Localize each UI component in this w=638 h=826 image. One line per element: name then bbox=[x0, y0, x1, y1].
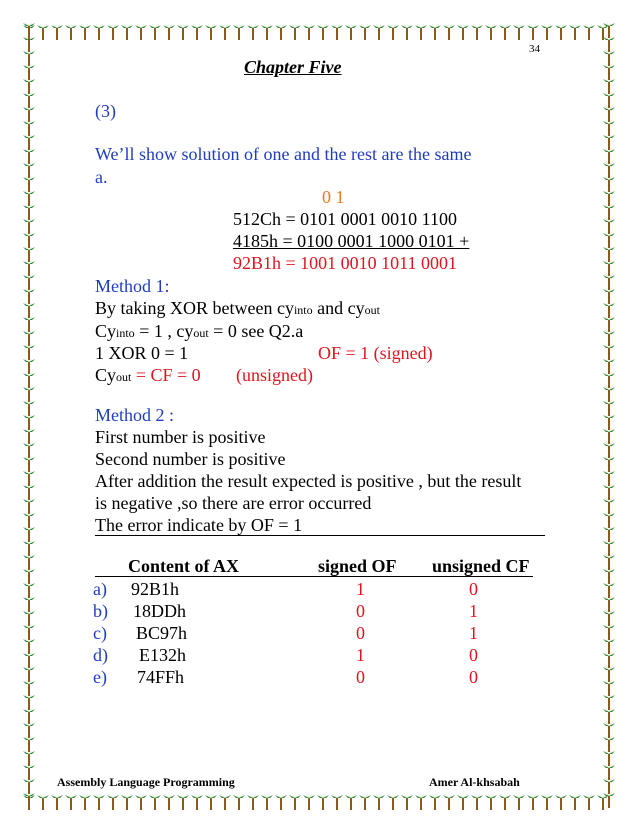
method2-line-4: is negative ,so there are error occurred bbox=[95, 493, 372, 513]
palm-tree-icon bbox=[190, 22, 204, 42]
palm-tree-icon bbox=[274, 792, 288, 812]
palm-tree-icon bbox=[414, 22, 428, 42]
palm-tree-icon bbox=[260, 792, 274, 812]
palm-tree-icon bbox=[568, 792, 582, 812]
palm-tree-icon bbox=[50, 792, 64, 812]
palm-tree-icon bbox=[302, 792, 316, 812]
palm-tree-icon bbox=[78, 22, 92, 42]
palm-tree-icon bbox=[232, 22, 246, 42]
palm-tree-icon bbox=[22, 790, 36, 812]
row-label: d) bbox=[93, 645, 108, 665]
palm-tree-icon bbox=[78, 792, 92, 812]
palm-tree-icon bbox=[302, 22, 316, 42]
palm-tree-icon bbox=[358, 792, 372, 812]
method1-of-signed: OF = 1 (signed) bbox=[318, 343, 433, 363]
palm-tree-icon bbox=[64, 792, 78, 812]
method2-divider bbox=[95, 535, 545, 536]
palm-tree-icon bbox=[386, 22, 400, 42]
method1-line1-pre: By taking XOR between cy bbox=[95, 298, 294, 318]
palm-tree-icon bbox=[218, 792, 232, 812]
row-of: 1 bbox=[356, 579, 365, 599]
palm-tree-icon bbox=[512, 792, 526, 812]
method1-line2-mid: = 1 , cy bbox=[134, 321, 194, 341]
palm-tree-icon bbox=[386, 792, 400, 812]
row-ax: E132h bbox=[139, 645, 186, 665]
palm-tree-icon bbox=[470, 22, 484, 42]
method1-line1-sub-out: out bbox=[364, 303, 380, 317]
table-header-ax: Content of AX bbox=[128, 556, 239, 576]
palm-tree-icon bbox=[190, 792, 204, 812]
page-border-top bbox=[22, 20, 616, 42]
palm-tree-icon bbox=[344, 22, 358, 42]
palm-tree-icon bbox=[400, 792, 414, 812]
row-ax: 92B1h bbox=[131, 579, 180, 599]
palm-tree-icon bbox=[344, 792, 358, 812]
palm-tree-icon bbox=[162, 22, 176, 42]
method2-line-3: After addition the result expected is positive , but the result bbox=[95, 471, 522, 491]
palm-tree-icon bbox=[540, 792, 554, 812]
palm-tree-icon bbox=[372, 792, 386, 812]
row-ax: BC97h bbox=[136, 623, 188, 643]
method1-line1-sub-into: into bbox=[293, 303, 313, 317]
method1-line4-pre: Cy bbox=[95, 365, 117, 385]
row-cf: 1 bbox=[469, 623, 478, 643]
palm-tree-icon bbox=[470, 792, 484, 812]
palm-tree-icon bbox=[288, 792, 302, 812]
row-cf: 0 bbox=[469, 579, 478, 599]
palm-tree-icon bbox=[162, 792, 176, 812]
page-border-left bbox=[18, 20, 40, 812]
method1-line1-mid: and cy bbox=[312, 298, 365, 318]
row-of: 1 bbox=[356, 645, 365, 665]
palm-tree-icon bbox=[484, 792, 498, 812]
page-border-right bbox=[598, 20, 620, 812]
row-of: 0 bbox=[356, 623, 365, 643]
palm-tree-icon bbox=[400, 22, 414, 42]
addition-line-2: 4185h = 0100 0001 1000 0101 + bbox=[233, 231, 470, 251]
method1-line2-pre: Cy bbox=[95, 321, 117, 341]
palm-tree-icon bbox=[176, 792, 190, 812]
palm-tree-icon bbox=[120, 792, 134, 812]
method1-cf: CF = 0 bbox=[150, 365, 201, 385]
method2-line-1: First number is positive bbox=[95, 427, 266, 447]
palm-tree-icon bbox=[554, 792, 568, 812]
row-of: 0 bbox=[356, 667, 365, 687]
method1-line-3: 1 XOR 0 = 1 bbox=[95, 343, 189, 363]
method1-line-4 bbox=[95, 364, 201, 388]
row-cf: 1 bbox=[469, 601, 478, 621]
palm-tree-icon bbox=[498, 792, 512, 812]
palm-tree-icon bbox=[442, 792, 456, 812]
palm-tree-icon bbox=[456, 792, 470, 812]
palm-tree-icon bbox=[428, 22, 442, 42]
palm-tree-icon bbox=[582, 22, 596, 42]
palm-tree-icon bbox=[218, 22, 232, 42]
page-number: 34 bbox=[529, 43, 540, 55]
palm-tree-icon bbox=[246, 792, 260, 812]
palm-tree-icon bbox=[148, 22, 162, 42]
palm-tree-icon bbox=[260, 22, 274, 42]
row-ax: 74FFh bbox=[137, 667, 185, 687]
addition-line-1: 512Ch = 0101 0001 0010 1100 bbox=[233, 209, 457, 229]
palm-tree-icon bbox=[92, 22, 106, 42]
palm-tree-icon bbox=[50, 22, 64, 42]
footer-right: Amer Al-khsabah bbox=[429, 775, 520, 789]
palm-tree-icon bbox=[456, 22, 470, 42]
method2-line-2: Second number is positive bbox=[95, 449, 286, 469]
method1-line4-eq: = bbox=[131, 365, 151, 385]
method1-line2-post: = 0 see Q2.a bbox=[208, 321, 304, 341]
palm-tree-icon bbox=[106, 22, 120, 42]
palm-tree-icon bbox=[120, 22, 134, 42]
method1-title: Method 1: bbox=[95, 276, 170, 296]
method1-line4-sub: out bbox=[116, 370, 132, 384]
palm-tree-icon bbox=[582, 792, 596, 812]
palm-tree-icon bbox=[428, 792, 442, 812]
palm-tree-icon bbox=[554, 22, 568, 42]
palm-tree-icon bbox=[64, 22, 78, 42]
table-header-cf: unsigned CF bbox=[432, 556, 530, 576]
palm-tree-icon bbox=[176, 22, 190, 42]
row-label: c) bbox=[93, 623, 107, 643]
palm-tree-icon bbox=[274, 22, 288, 42]
palm-tree-icon bbox=[498, 22, 512, 42]
row-of: 0 bbox=[356, 601, 365, 621]
palm-tree-icon bbox=[148, 792, 162, 812]
section-number: (3) bbox=[95, 101, 116, 121]
carry-row: 0 1 bbox=[322, 187, 345, 207]
method1-line-1 bbox=[95, 297, 380, 321]
table-header-of: signed OF bbox=[318, 556, 397, 576]
palm-tree-icon bbox=[540, 22, 554, 42]
palm-tree-icon bbox=[568, 22, 582, 42]
row-cf: 0 bbox=[469, 645, 478, 665]
method1-line-2 bbox=[95, 320, 303, 344]
palm-tree-icon bbox=[246, 22, 260, 42]
addition-result: 92B1h = 1001 0010 1011 0001 bbox=[233, 253, 457, 273]
method1-line2-sub-into: into bbox=[116, 326, 135, 340]
row-label: e) bbox=[93, 667, 107, 687]
intro-text: We’ll show solution of one and the rest are the same bbox=[95, 144, 472, 164]
palm-tree-icon bbox=[442, 22, 456, 42]
palm-tree-icon bbox=[134, 792, 148, 812]
palm-tree-icon bbox=[316, 22, 330, 42]
row-cf: 0 bbox=[469, 667, 478, 687]
palm-tree-icon bbox=[414, 792, 428, 812]
footer-left: Assembly Language Programming bbox=[57, 775, 235, 789]
page-border-bottom bbox=[22, 790, 616, 812]
palm-tree-icon bbox=[232, 792, 246, 812]
part-label: a. bbox=[95, 167, 108, 187]
method1-line2-sub-out: out bbox=[193, 326, 209, 340]
palm-tree-icon bbox=[106, 792, 120, 812]
chapter-title: Chapter Five bbox=[244, 57, 342, 77]
row-label: a) bbox=[93, 579, 107, 599]
palm-tree-icon bbox=[372, 22, 386, 42]
row-ax: 18DDh bbox=[133, 601, 186, 621]
palm-tree-icon bbox=[204, 792, 218, 812]
method1-unsigned: (unsigned) bbox=[236, 365, 313, 385]
palm-tree-icon bbox=[288, 22, 302, 42]
palm-tree-icon bbox=[204, 22, 218, 42]
palm-tree-icon bbox=[316, 792, 330, 812]
palm-tree-icon bbox=[526, 792, 540, 812]
palm-tree-icon bbox=[330, 792, 344, 812]
method2-line-5: The error indicate by OF = 1 bbox=[95, 515, 303, 535]
palm-tree-icon bbox=[92, 792, 106, 812]
row-label: b) bbox=[93, 601, 108, 621]
method2-title: Method 2 : bbox=[95, 405, 174, 425]
palm-tree-icon bbox=[358, 22, 372, 42]
palm-tree-icon bbox=[134, 22, 148, 42]
palm-tree-icon bbox=[330, 22, 344, 42]
palm-tree-icon bbox=[512, 22, 526, 42]
palm-tree-icon bbox=[602, 790, 616, 812]
palm-tree-icon bbox=[484, 22, 498, 42]
